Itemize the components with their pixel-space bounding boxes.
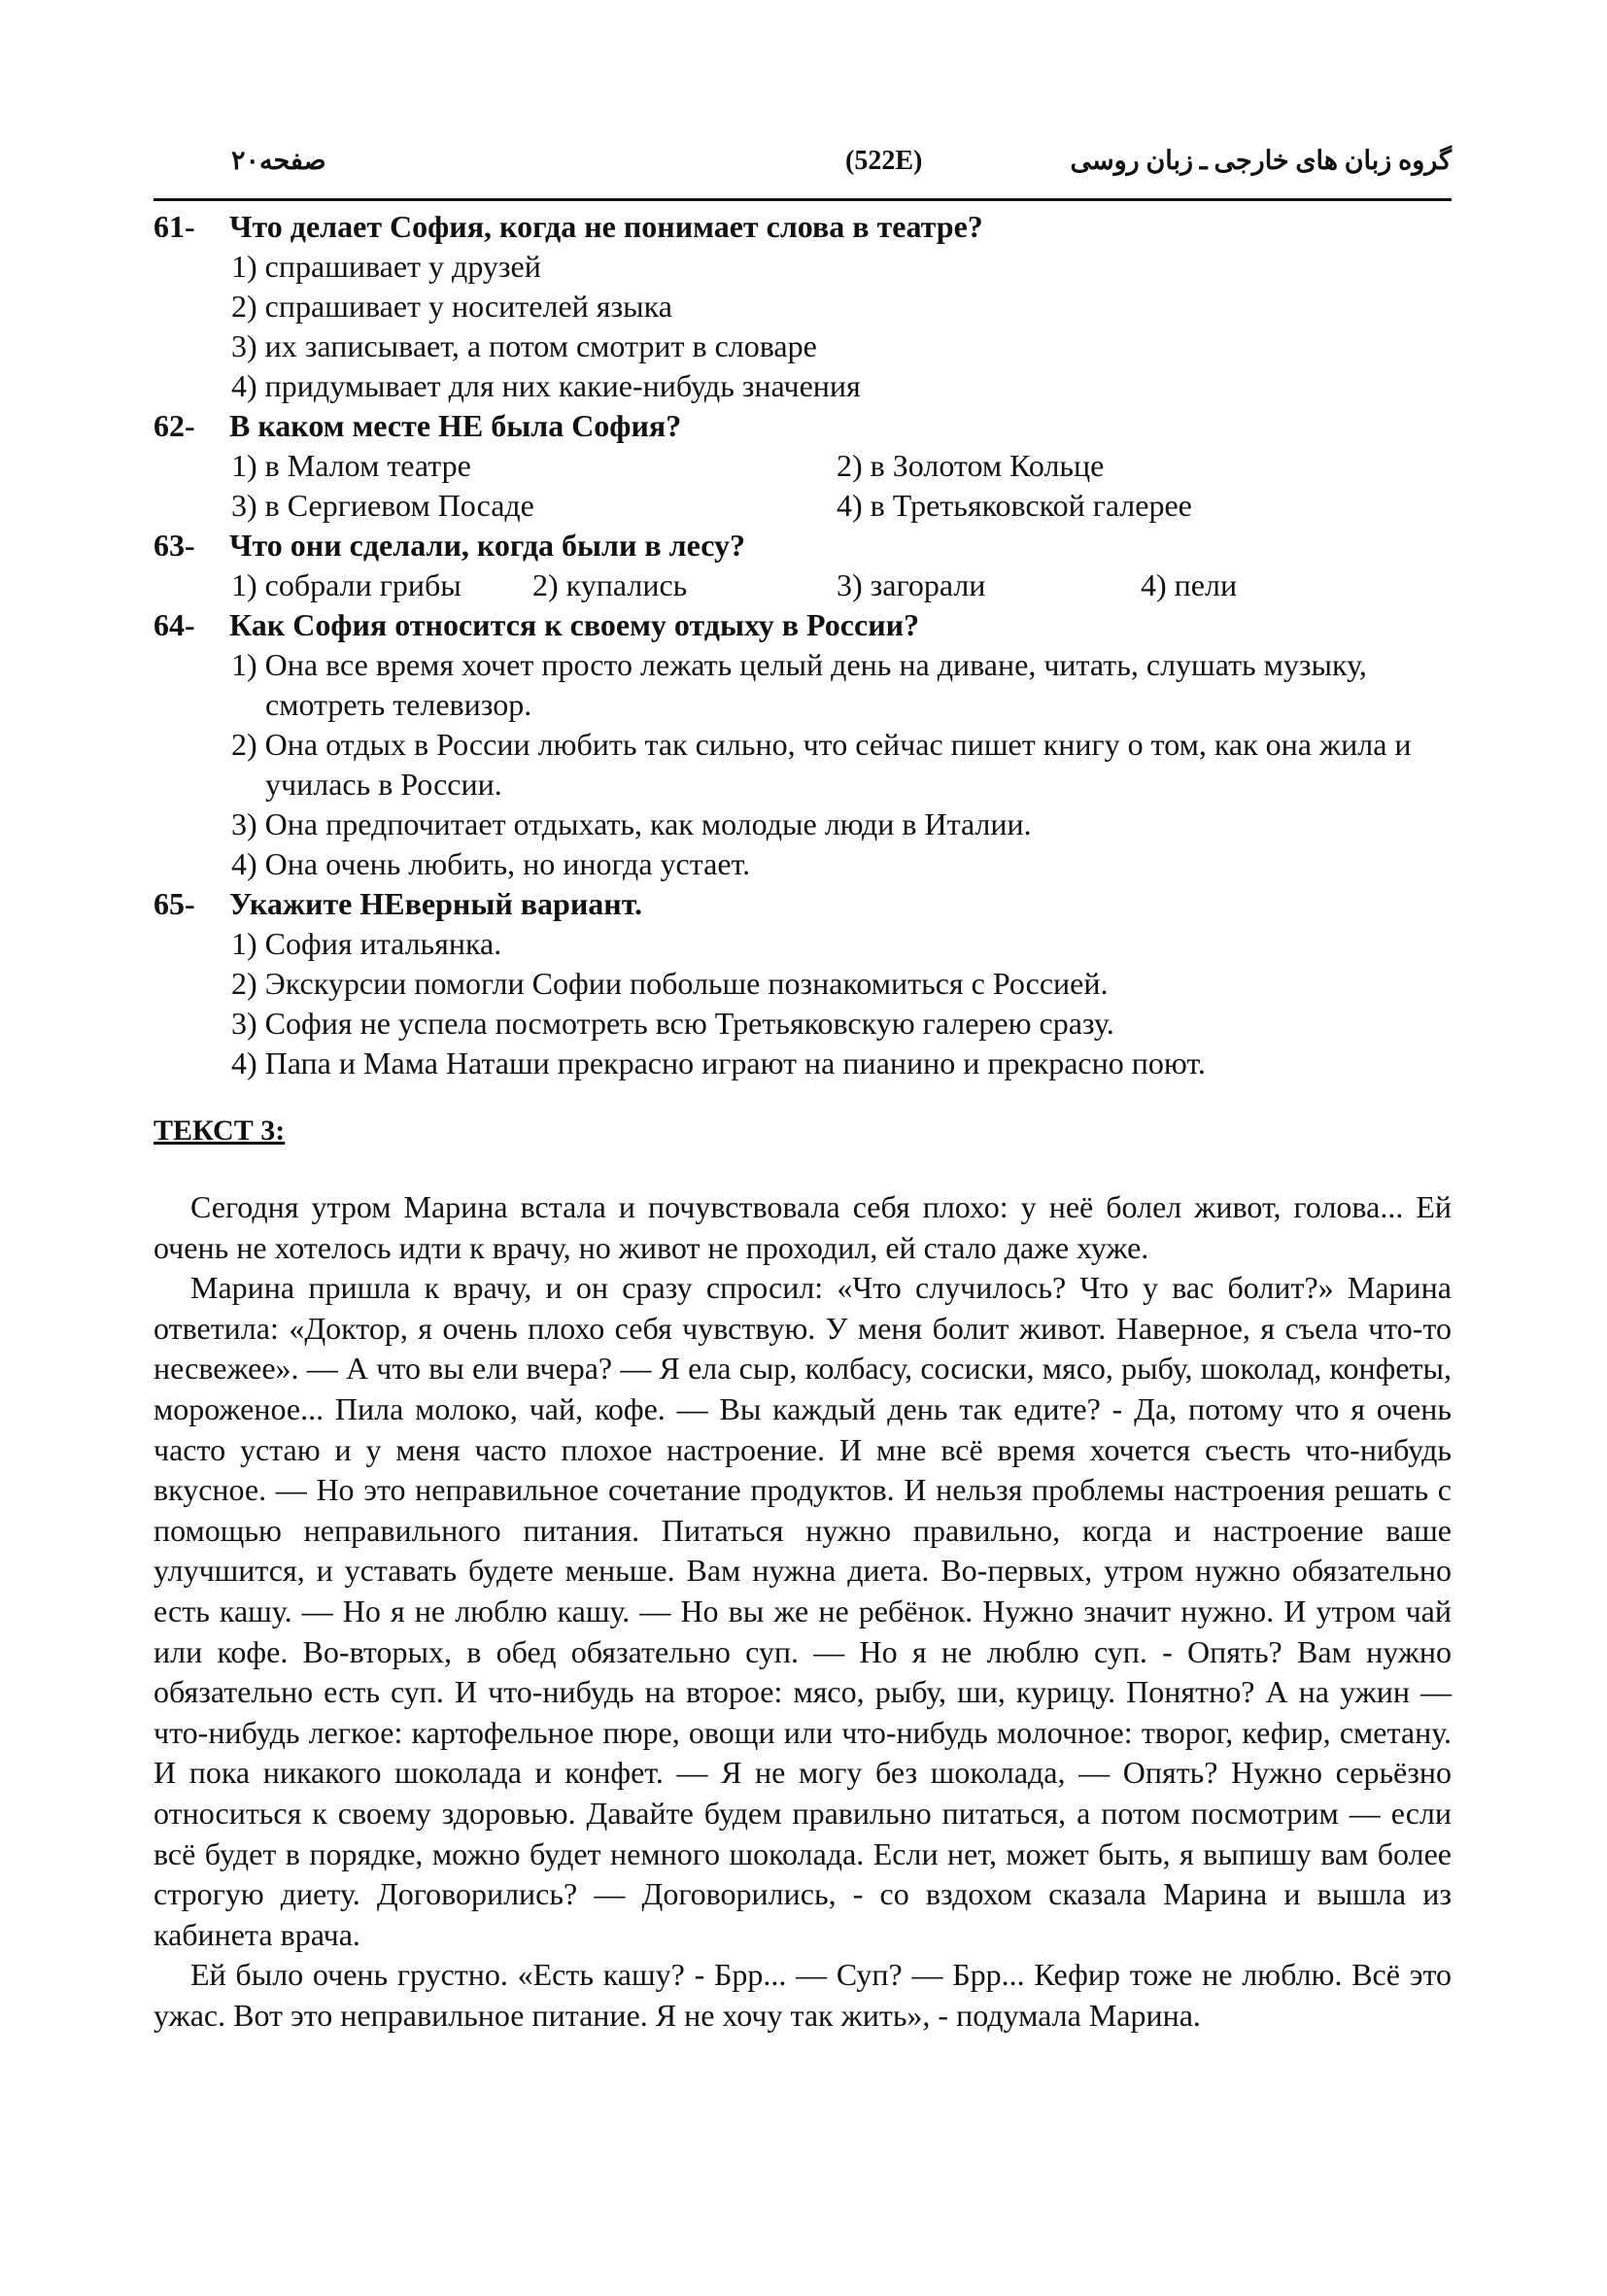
answer-option: 4) Она очень любить, но иногда устает. xyxy=(231,846,751,881)
answer-option: 2) Экскурсии помогли Софии побольше познакомиться с Россией. xyxy=(231,966,1109,1001)
answer-option: 4) Папа и Мама Наташи прекрасно играют на пианино и прекрасно поют. xyxy=(231,1045,1206,1080)
questions-section xyxy=(154,207,1452,1083)
answer-option: 1) спрашивает у друзей xyxy=(231,249,541,284)
text-heading: ТЕКСТ 3: xyxy=(154,1114,286,1147)
exam-code: (522E) xyxy=(845,146,923,176)
passage-paragraph: Марина пришла к врачу, и он сразу спросил: «Что случилось? Что у вас болит?» Марина ответила: «Доктор, я очень плохо себя чувствую. У меня болит живот. Наверное, я съела что-то несвежее». — А что вы ели вчера? — Я ела сыр, колбасу, сосиски, мясо, рыбу, шоколад, конфеты, мороженое... Пила молоко, чай, кофе. — Вы каждый день так едите? - Да, потому что я очень часто устаю и у меня часто плохое настроение. И мне всё время хочется съесть что-нибудь вкусное. — Но это неправильное сочетание продуктов. И нельзя проблемы настроения решать с помощью неправильного питания. Питаться нужно правильно, когда и настроение ваше улучшится, и уставать будете меньше. Вам нужна диета. Во-первых, утром нужно обязательно есть кашу. — Но я не люблю кашу. — Но вы же не ребёнок. Нужно значит нужно. И утром чай или кофе. Во-вторых, в обед обязательно суп. — Но я не люблю суп. - Опять? Вам нужно обязательно есть суп. И что-нибудь на второе: мясо, рыбу, ши, курицу. Понятно? А на ужин — что-нибудь легкое: картофельное пюре, овощи или что-нибудь молочное: творог, кефир, сметану. И пока никакого шоколада и конфет. — Я не могу без шоколада, — Опять? Нужно серьёзно относиться к своему здоровью. Давайте будем правильно питаться, а потом посмотрим — если всё будет в порядке, можно будет немного шоколада. Если нет, может быть, я выпишу вам более строгую диету. Договорились? — Договорились, - со вздохом сказала Марина и вышла из кабинета врача. xyxy=(154,1270,1452,1952)
question-62 xyxy=(154,406,1452,526)
answer-option: 3) в Сергиевом Посаде xyxy=(231,488,534,523)
question-number: 63- xyxy=(154,528,195,563)
answer-option: 4) в Третьяковской галерее xyxy=(837,488,1192,523)
question-64 xyxy=(154,605,1452,884)
passage-paragraph: Ей было очень грустно. «Есть кашу? - Брр... — Суп? — Брр... Кефир тоже не люблю. Всё это ужас. Вот это неправильное питание. Я не хочу так жить», - подумала Марина. xyxy=(154,1957,1452,2033)
page-header xyxy=(154,146,1452,194)
answer-option: 1) в Малом театре xyxy=(231,448,471,483)
header-divider xyxy=(154,198,1452,201)
passage-paragraph: Сегодня утром Марина встала и почувствовала себя плохо: у неё болел живот, голова... Ей очень не хотелось идти к врачу, но живот не проходил, ей стало даже хуже. xyxy=(154,1189,1452,1265)
question-number: 61- xyxy=(154,209,195,244)
question-number: 62- xyxy=(154,408,195,443)
question-text: В каком месте НЕ была София? xyxy=(229,408,682,443)
subject-group: گروه زبان های خارجی ـ زبان روسی xyxy=(1070,146,1452,175)
answer-option: 3) София не успела посмотреть всю Третьяковскую галерею сразу. xyxy=(231,1006,1114,1041)
question-text: Как София относится к своему отдыху в России? xyxy=(229,607,920,642)
question-61 xyxy=(154,207,1452,406)
question-number: 64- xyxy=(154,607,195,642)
answer-option: 1) собрали грибы xyxy=(231,567,462,602)
answer-option: 3) Она предпочитает отдыхать, как молодые люди в Италии. xyxy=(231,806,1032,841)
question-text: Укажите НЕверный вариант. xyxy=(229,886,643,921)
answer-option: 4) пели xyxy=(1141,567,1238,602)
answer-option: 2) Она отдых в России любить так сильно, что сейчас пишет книгу о том, как она жила и училась в России. xyxy=(231,727,1412,802)
answer-option: 2) спрашивает у носителей языка xyxy=(231,289,672,324)
answer-option: 2) купались xyxy=(532,567,688,602)
reading-passage xyxy=(154,1187,1452,2036)
answer-option: 3) их записывает, а потом смотрит в словаре xyxy=(231,328,817,363)
answer-option: 3) загорали xyxy=(837,567,986,602)
page-number: صفحه۲۰ xyxy=(231,146,326,175)
question-number: 65- xyxy=(154,886,195,921)
question-65 xyxy=(154,884,1452,1083)
question-63 xyxy=(154,526,1452,605)
answer-option: 1) Она все время хочет просто лежать целый день на диване, читать, слушать музыку, смотреть телевизор. xyxy=(231,647,1367,722)
answer-option: 1) София итальянка. xyxy=(231,926,502,961)
question-text: Что они сделали, когда были в лесу? xyxy=(229,528,745,563)
question-text: Что делает София, когда не понимает слова в театре? xyxy=(229,209,983,244)
answer-option: 4) придумывает для них какие-нибудь значения xyxy=(231,368,861,403)
answer-option: 2) в Золотом Кольце xyxy=(837,448,1105,483)
